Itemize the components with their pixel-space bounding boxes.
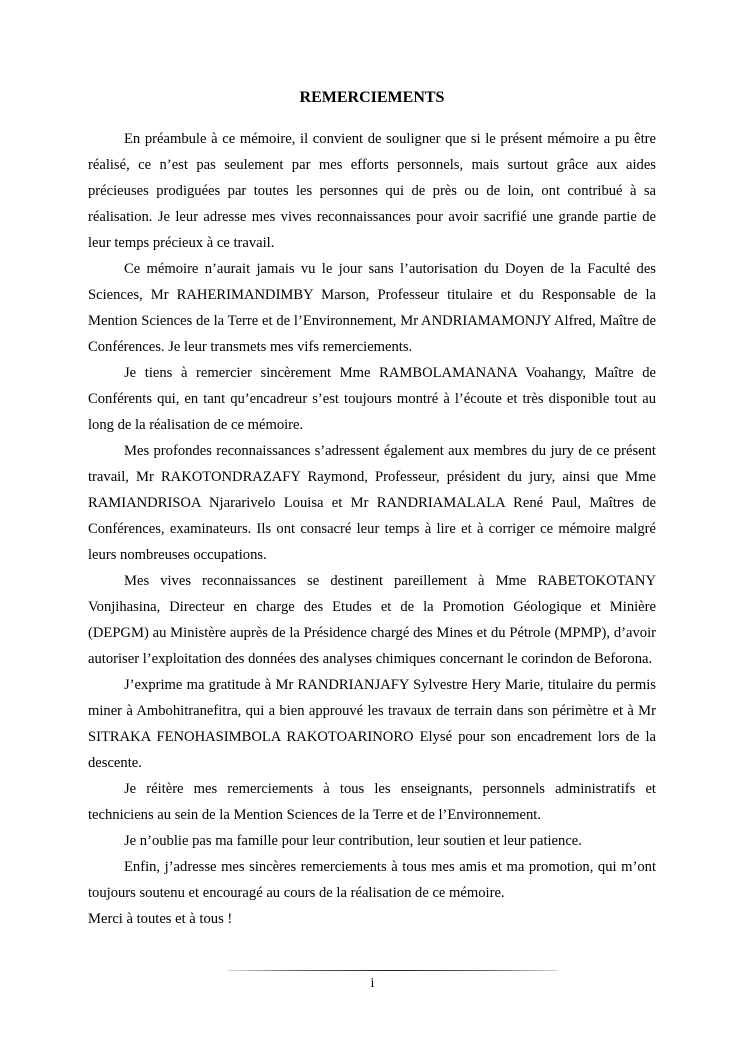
paragraph-family: Je n’oublie pas ma famille pour leur contribution, leur soutien et leur patience. [124,833,582,849]
footer-divider [228,970,558,971]
paragraph-teachers: Je réitère mes remerciements à tous les enseignants, personnels administratifs et techniciens au sein de la Mention Sciences de la Terre et de l’Environnement. [88,781,656,823]
page-title: REMERCIEMENTS [299,89,445,106]
closing-line: Merci à toutes et à tous ! [88,911,233,927]
paragraph-jury: Mes profondes reconnaissances s’adressent également aux membres du jury de ce présent travail, Mr RAKOTONDRAZAFY Raymond, Professeur, président du jury, ainsi que Mme RAMIANDRISOA Njararivelo Louisa et Mr RANDRIAMALALA René Paul, Maîtres de Conférences, examinateurs. Ils ont consacré leur temps à lire et à corriger ce mémoire malgré leurs nombreuses occupations. [88,443,656,563]
paragraph-supervisor: Je tiens à remercier sincèrement Mme RAMBOLAMANANA Voahangy, Maître de Conférents qui, en tant qu’encadreur s’est toujours montré à l’écoute et très disponible tout au long de la réalisation de ce mémoire. [88,365,656,433]
paragraph-permit: J’exprime ma gratitude à Mr RANDRIANJAFY Sylvestre Hery Marie, titulaire du permis miner à Ambohitranefitra, qui a bien approuvé les travaux de terrain dans son périmètre et à Mr SITRAKA FENOHASIMBOLA RAKOTOARINORO Elysé pour son encadrement lors de la descente. [88,677,656,771]
paragraph-dean: Ce mémoire n’aurait jamais vu le jour sans l’autorisation du Doyen de la Faculté des Sciences, Mr RAHERIMANDIMBY Marson, Professeur titulaire et du Responsable de la Mention Sciences de la Terre et de l’Environnement, Mr ANDRIAMAMONJY Alfred, Maître de Conférences. Je leur transmets mes vifs remerciements. [88,261,656,355]
paragraph-depgm: Mes vives reconnaissances se destinent pareillement à Mme RABETOKOTANY Vonjihasina, Directeur en charge des Etudes et de la Promotion Géologique et Minière (DEPGM) au Ministère auprès de la Présidence chargé des Mines et du Pétrole (MPMP), d’avoir autoriser l’exploitation des données des analyses chimiques concernant le corindon de Beforona. [88,573,656,667]
page-number: i [370,976,375,991]
paragraph-preamble: En préambule à ce mémoire, il convient de souligner que si le présent mémoire a pu être réalisé, ce n’est pas seulement par mes efforts personnels, mais surtout grâce aux aides précieuses prodiguées par toutes les personnes qui de près ou de loin, ont contribué à sa réalisation. Je leur adresse mes vives reconnaissances pour avoir sacrifié une grande partie de leur temps précieux à ce travail. [88,131,656,251]
acknowledgements-body [88,126,656,932]
paragraph-friends: Enfin, j’adresse mes sincères remerciements à tous mes amis et ma promotion, qui m’ont toujours soutenu et encouragé au cours de la réalisation de ce mémoire. [88,859,656,901]
